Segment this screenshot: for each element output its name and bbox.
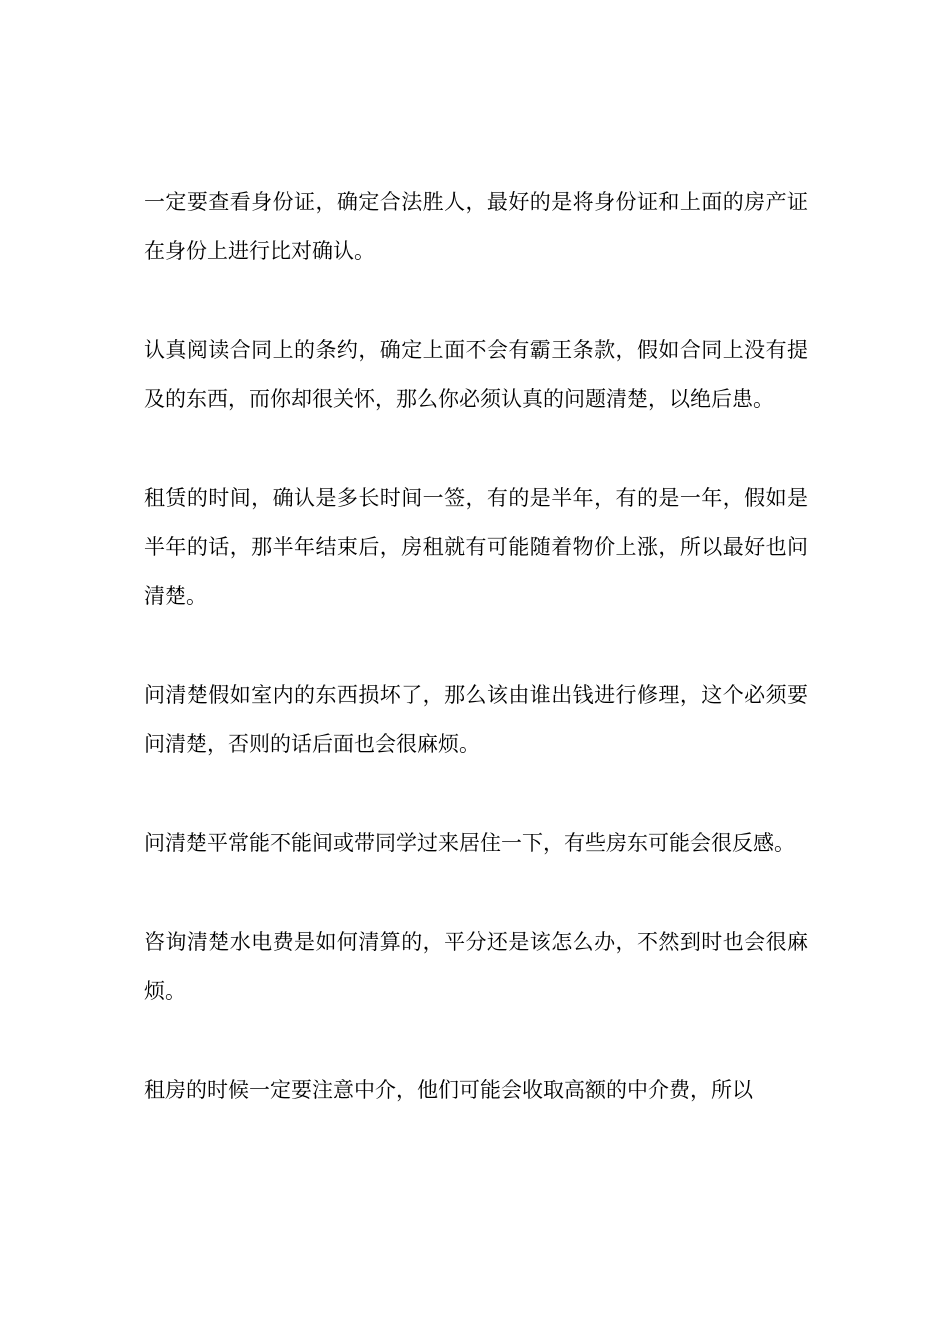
paragraph-lease-period: 租赁的时间，确认是多长时间一签，有的是半年，有的是一年，假如是半年的话，那半年结束后，房租就有可能随着物价上涨，所以最好也问清楚。 xyxy=(144,486,808,608)
paragraph-utilities: 咨询清楚水电费是如何清算的，平分还是该怎么办，不然到时也会很麻烦。 xyxy=(144,930,808,1003)
paragraph-repairs: 问清楚假如室内的东西损坏了，那么该由谁出钱进行修理，这个必须要问清楚，否则的话后面也会很麻烦。 xyxy=(144,683,808,756)
paragraph-agency-fee: 租房的时候一定要注意中介，他们可能会收取高额的中介费，所以 xyxy=(144,1078,753,1102)
paragraph-id-check: 一定要查看身份证，确定合法胜人，最好的是将身份证和上面的房产证在身份上进行比对确认。 xyxy=(144,190,808,263)
paragraph-contract-terms: 认真阅读合同上的条约，确定上面不会有霸王条款，假如合同上没有提及的东西，而你却很关怀，那么你必须认真的问题清楚，以绝后患。 xyxy=(144,338,808,411)
document-body xyxy=(144,178,808,1115)
paragraph-guests: 问清楚平常能不能间或带同学过来居住一下，有些房东可能会很反感。 xyxy=(144,831,795,855)
